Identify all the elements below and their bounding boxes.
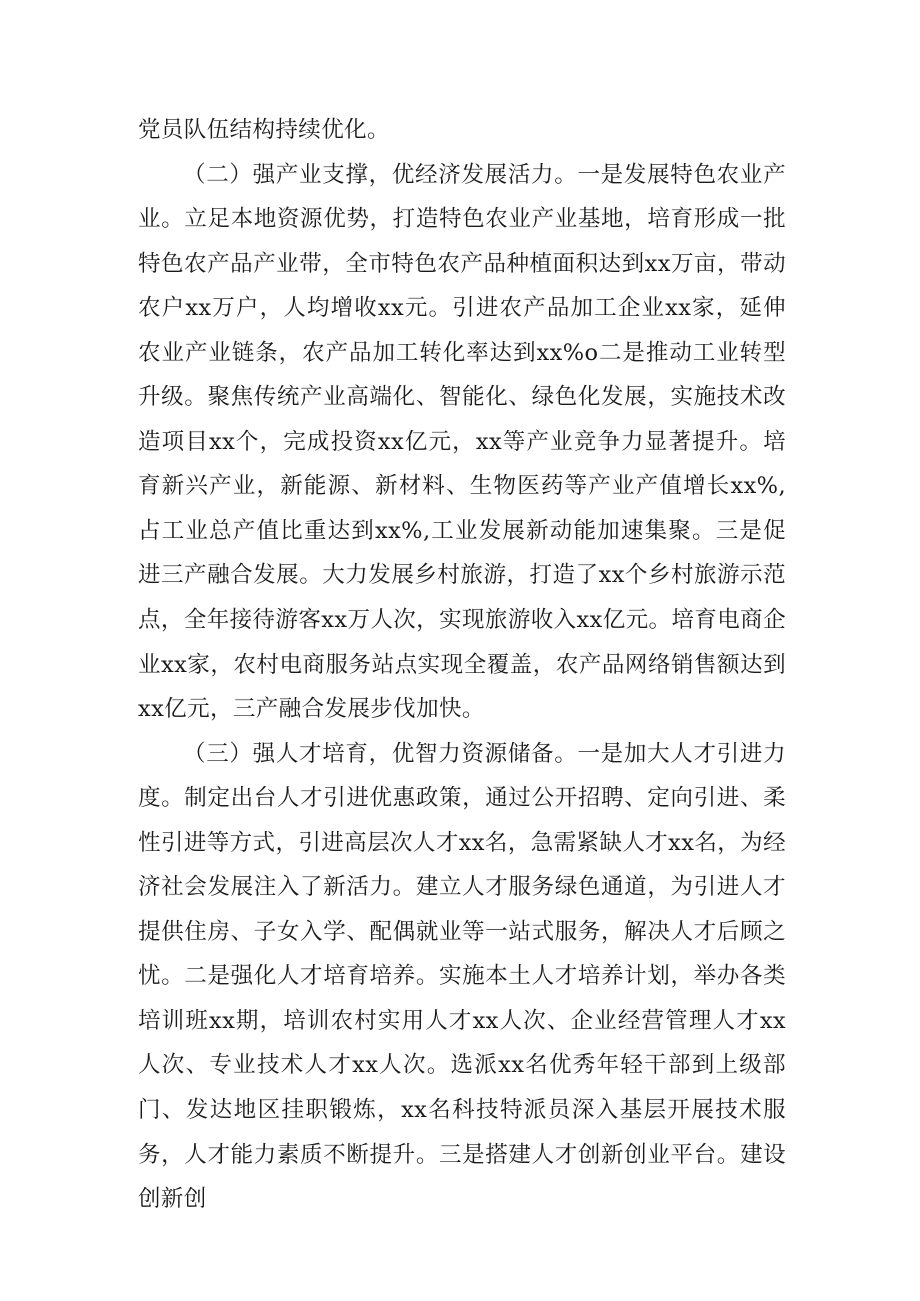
paragraph-section-2: （二）强产业支撑，优经济发展活力。一是发展特色农业产业。立足本地资源优势，打造特色农业产业基地，培育形成一批特色农产品产业带，全市特色农产品种植面积达到xx万亩，带动农户xx万户，人均增收xx元。引进农产品加工企业xx家，延伸农业产业链条，农产品加工转化率达到xx%o二是推动工业转型升级。聚焦传统产业高端化、智能化、绿色化发展，实施技术改造项目xx个，完成投资xx亿元，xx等产业竞争力显著提升。培育新兴产业，新能源、新材料、生物医药等产业产值增长xx%,占工业总产值比重达到xx%,工业发展新动能加速集聚。三是促进三产融合发展。大力发展乡村旅游，打造了xx个乡村旅游示范点，全年接待游客xx万人次，实现旅游收入xx亿元。培育电商企业xx家，农村电商服务站点实现全覆盖，农产品网络销售额达到xx亿元，三产融合发展步伐加快。 [138, 161, 786, 723]
paragraph-section-3: （三）强人才培育，优智力资源储备。一是加大人才引进力度。制定出台人才引进优惠政策，通过公开招聘、定向引进、柔性引进等方式，引进高层次人才xx名，急需紧缺人才xx名，为经济社会发展注入了新活力。建立人才服务绿色通道，为引进人才提供住房、子女入学、配偶就业等一站式服务，解决人才后顾之忧。二是强化人才培育培养。实施本土人才培养计划，举办各类培训班xx期，培训农村实用人才xx人次、企业经营管理人才xx人次、专业技术人才xx人次。选派xx名优秀年轻干部到上级部门、发达地区挂职锻炼，xx名科技特派员深入基层开展技术服务，人才能力素质不断提升。三是搭建人才创新创业平台。建设创新创 [138, 740, 786, 1213]
paragraph-continuation: 党员队伍结构持续优化。 [138, 117, 390, 143]
document-body [138, 108, 786, 1222]
